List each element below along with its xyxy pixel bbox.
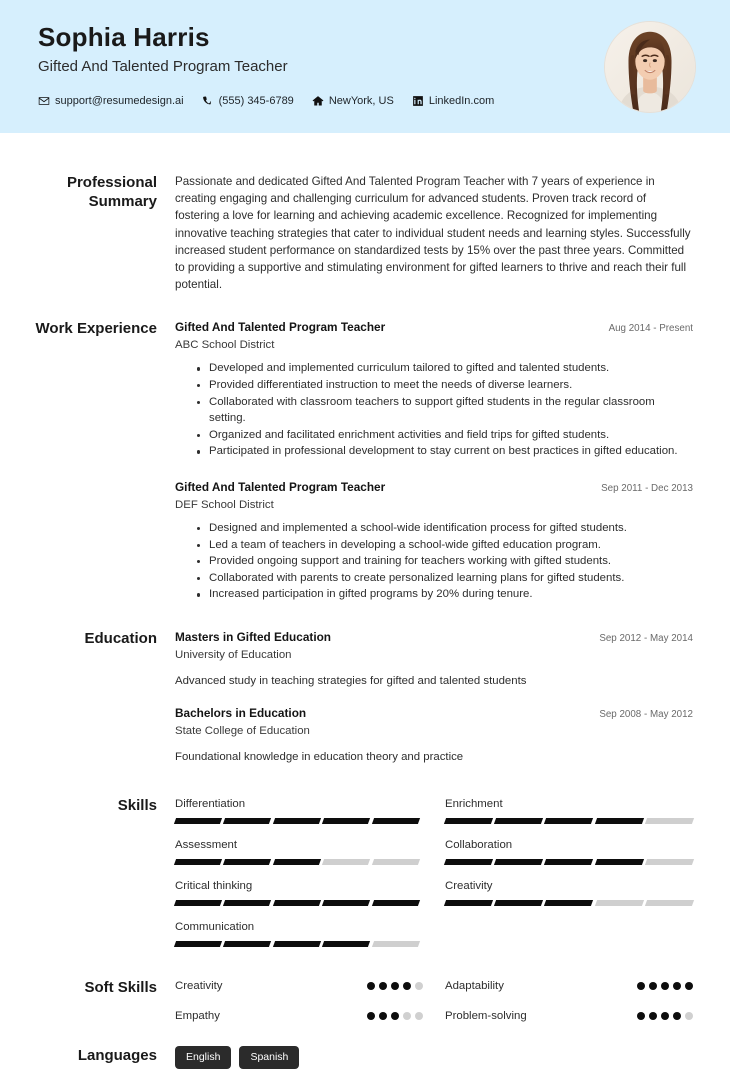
work-bullets xyxy=(175,360,693,460)
soft-skill-rating xyxy=(367,982,423,990)
contact-linkedin-text: LinkedIn.com xyxy=(428,95,495,107)
section-label-languages: Languages xyxy=(77,1046,157,1064)
skill-name: Collaboration xyxy=(445,838,513,851)
rating-dot xyxy=(415,982,423,990)
skill-level-segment xyxy=(174,818,223,824)
skill-item xyxy=(445,878,693,919)
skill-name: Enrichment xyxy=(445,797,503,810)
section-soft-skills xyxy=(0,978,696,1024)
language-pill: English xyxy=(175,1046,231,1069)
work-entry-header xyxy=(175,479,693,495)
rating-dot xyxy=(685,1012,693,1020)
section-skills xyxy=(0,796,696,960)
rating-dot xyxy=(637,1012,645,1020)
skill-level-segment xyxy=(544,818,593,824)
contact-email-text: support@resumedesign.ai xyxy=(55,95,184,107)
soft-skill-item xyxy=(445,1008,693,1024)
skill-level-segment xyxy=(174,900,223,906)
education-entry-header xyxy=(175,629,693,645)
skill-level-segment xyxy=(595,900,644,906)
skill-name: Communication xyxy=(175,920,255,933)
soft-skill-name: Empathy xyxy=(175,1009,220,1022)
rating-dot xyxy=(649,1012,657,1020)
soft-skill-rating xyxy=(367,1012,423,1020)
skills-grid xyxy=(175,796,693,960)
soft-skill-item xyxy=(445,978,693,994)
work-bullets xyxy=(175,520,693,603)
skill-level-segment xyxy=(273,818,322,824)
contact-location-text: NewYork, US xyxy=(328,95,394,107)
work-company: ABC School District xyxy=(175,339,275,352)
skill-level-segment xyxy=(322,941,371,947)
skill-level-bar xyxy=(175,900,419,906)
rating-dot xyxy=(391,982,399,990)
phone-icon xyxy=(202,95,214,107)
skill-level-segment xyxy=(322,859,371,865)
rating-dot xyxy=(367,1012,375,1020)
education-school: University of Education xyxy=(175,648,292,661)
work-bullet: Designed and implemented a school-wide identification process for gifted students. xyxy=(197,520,693,537)
education-body xyxy=(157,629,696,765)
skill-item xyxy=(445,796,693,837)
soft-skills-body xyxy=(157,978,696,1024)
skill-level-segment xyxy=(494,859,543,865)
education-school: State College of Education xyxy=(175,724,310,737)
skill-level-bar xyxy=(175,941,419,947)
skill-level-segment xyxy=(322,818,371,824)
avatar-photo xyxy=(605,22,695,112)
rating-dot xyxy=(403,982,411,990)
skill-item xyxy=(445,837,693,878)
work-bullet: Provided ongoing support and training for teachers working with gifted students. xyxy=(197,553,693,570)
section-label-work: Work Experience xyxy=(35,320,157,338)
language-pill: Spanish xyxy=(239,1046,299,1069)
section-education xyxy=(0,629,696,765)
section-label-skills: Skills xyxy=(117,796,157,814)
soft-skill-rating xyxy=(637,1012,693,1020)
skill-level-segment xyxy=(273,900,322,906)
skill-level-bar xyxy=(175,859,419,865)
skill-level-segment xyxy=(444,818,493,824)
education-date: Sep 2008 - May 2012 xyxy=(599,708,693,720)
skill-item xyxy=(175,837,419,878)
skill-level-segment xyxy=(494,818,543,824)
soft-skill-name: Creativity xyxy=(175,979,223,992)
contact-email[interactable] xyxy=(38,95,184,107)
work-bullet: Increased participation in gifted programs by 20% during tenure. xyxy=(197,586,693,603)
rating-dot xyxy=(391,1012,399,1020)
skill-level-bar xyxy=(445,900,693,906)
work-body xyxy=(157,319,696,603)
education-description: Foundational knowledge in education theory and practice xyxy=(175,750,464,763)
work-date: Aug 2014 - Present xyxy=(608,323,693,335)
skills-body xyxy=(157,796,696,960)
work-bullet: Participated in professional development to stay current on best practices in gifted education. xyxy=(197,443,693,460)
skill-level-segment xyxy=(223,941,272,947)
skill-level-segment xyxy=(595,859,644,865)
rating-dot xyxy=(403,1012,411,1020)
education-degree: Masters in Gifted Education xyxy=(175,629,332,644)
skill-item xyxy=(175,878,419,919)
work-entry xyxy=(175,479,693,603)
work-role: Gifted And Talented Program Teacher xyxy=(175,320,386,335)
section-label-education: Education xyxy=(84,629,157,647)
skill-name: Creativity xyxy=(445,879,493,892)
skill-level-segment xyxy=(223,859,272,865)
skill-level-segment xyxy=(645,900,694,906)
languages-row xyxy=(175,1046,693,1069)
skill-level-bar xyxy=(445,859,693,865)
skill-item xyxy=(175,796,419,837)
skill-level-segment xyxy=(595,818,644,824)
rating-dot xyxy=(685,982,693,990)
languages-body xyxy=(157,1046,696,1069)
candidate-job-title: Gifted And Talented Program Teacher xyxy=(38,58,288,75)
section-label-soft-skills: Soft Skills xyxy=(84,978,157,996)
summary-body xyxy=(157,173,696,293)
rating-dot xyxy=(379,982,387,990)
skill-level-segment xyxy=(174,859,223,865)
skill-level-segment xyxy=(223,818,272,824)
email-icon xyxy=(38,95,50,107)
education-entry-header xyxy=(175,705,693,721)
work-bullet: Collaborated with classroom teachers to support gifted students in the regular classroom setting. xyxy=(197,394,693,427)
soft-skill-name: Adaptability xyxy=(445,979,504,992)
section-languages xyxy=(0,1046,696,1069)
skill-level-segment xyxy=(494,900,543,906)
skill-level-segment xyxy=(645,818,694,824)
education-description: Advanced study in teaching strategies for gifted and talented students xyxy=(175,674,527,687)
soft-skill-item xyxy=(175,978,445,994)
skill-name: Critical thinking xyxy=(175,879,253,892)
section-work-experience xyxy=(0,319,696,603)
resume-header xyxy=(0,0,730,133)
avatar xyxy=(604,21,696,113)
candidate-name: Sophia Harris xyxy=(38,22,210,52)
section-professional-summary xyxy=(0,173,696,293)
soft-skill-rating xyxy=(637,982,693,990)
skill-item xyxy=(175,919,419,960)
rating-dot xyxy=(649,982,657,990)
work-bullet: Organized and facilitated enrichment activities and field trips for gifted students. xyxy=(197,427,693,444)
skill-level-segment xyxy=(444,900,493,906)
rating-dot xyxy=(367,982,375,990)
skill-name: Differentiation xyxy=(175,797,246,810)
soft-skills-grid xyxy=(175,978,693,1024)
resume-body xyxy=(0,173,730,1069)
skill-level-segment xyxy=(544,900,593,906)
section-label-summary: Professional Summary xyxy=(66,174,157,210)
education-entry xyxy=(175,629,693,689)
education-entry xyxy=(175,705,693,765)
skill-level-segment xyxy=(645,859,694,865)
rating-dot xyxy=(673,1012,681,1020)
skill-name: Assessment xyxy=(175,838,238,851)
home-icon xyxy=(312,95,324,107)
skill-level-segment xyxy=(223,900,272,906)
work-entry-header xyxy=(175,319,693,335)
contact-location[interactable] xyxy=(312,95,394,107)
rating-dot xyxy=(673,982,681,990)
education-degree: Bachelors in Education xyxy=(175,705,307,720)
contact-phone[interactable] xyxy=(202,95,294,107)
work-bullet: Provided differentiated instruction to meet the needs of diverse learners. xyxy=(197,377,693,394)
skill-level-bar xyxy=(175,818,419,824)
education-date: Sep 2012 - May 2014 xyxy=(599,632,693,644)
skill-level-segment xyxy=(174,941,223,947)
work-bullet: Developed and implemented curriculum tailored to gifted and talented students. xyxy=(197,360,693,377)
rating-dot xyxy=(379,1012,387,1020)
skill-level-segment xyxy=(273,941,322,947)
summary-text: Passionate and dedicated Gifted And Talented Program Teacher with 7 years of experience in creating engaging and challenging curriculum for advanced students. Proven track record of fostering a love for learning and achieving academic excellence. Recognized for implementing innovative teaching strategies that cater to individual student needs and learning styles. Successfully increased student performance on standardized tests by 15% over the past three years. Committed to providing a supportive and stimulating environment for gifted learners to thrive and reach their full potential. xyxy=(175,175,691,292)
rating-dot xyxy=(661,1012,669,1020)
soft-skill-name: Problem-solving xyxy=(445,1009,527,1022)
work-entry xyxy=(175,319,693,460)
skill-level-segment xyxy=(544,859,593,865)
contact-row xyxy=(38,95,696,107)
contact-linkedin[interactable] xyxy=(412,95,494,107)
skill-level-segment xyxy=(322,900,371,906)
skill-level-bar xyxy=(445,818,693,824)
rating-dot xyxy=(415,1012,423,1020)
work-bullet: Led a team of teachers in developing a school-wide gifted education program. xyxy=(197,537,693,554)
skill-level-segment xyxy=(273,859,322,865)
skill-level-segment xyxy=(372,941,421,947)
soft-skill-item xyxy=(175,1008,445,1024)
work-company: DEF School District xyxy=(175,498,274,511)
skill-level-segment xyxy=(444,859,493,865)
work-bullet: Collaborated with parents to create personalized learning plans for gifted students. xyxy=(197,570,693,587)
rating-dot xyxy=(661,982,669,990)
skill-level-segment xyxy=(372,859,421,865)
skill-level-segment xyxy=(372,818,421,824)
skill-level-segment xyxy=(372,900,421,906)
contact-phone-text: (555) 345-6789 xyxy=(218,95,294,107)
work-role: Gifted And Talented Program Teacher xyxy=(175,479,386,494)
rating-dot xyxy=(637,982,645,990)
linkedin-icon xyxy=(412,95,424,107)
work-date: Sep 2011 - Dec 2013 xyxy=(601,482,693,494)
